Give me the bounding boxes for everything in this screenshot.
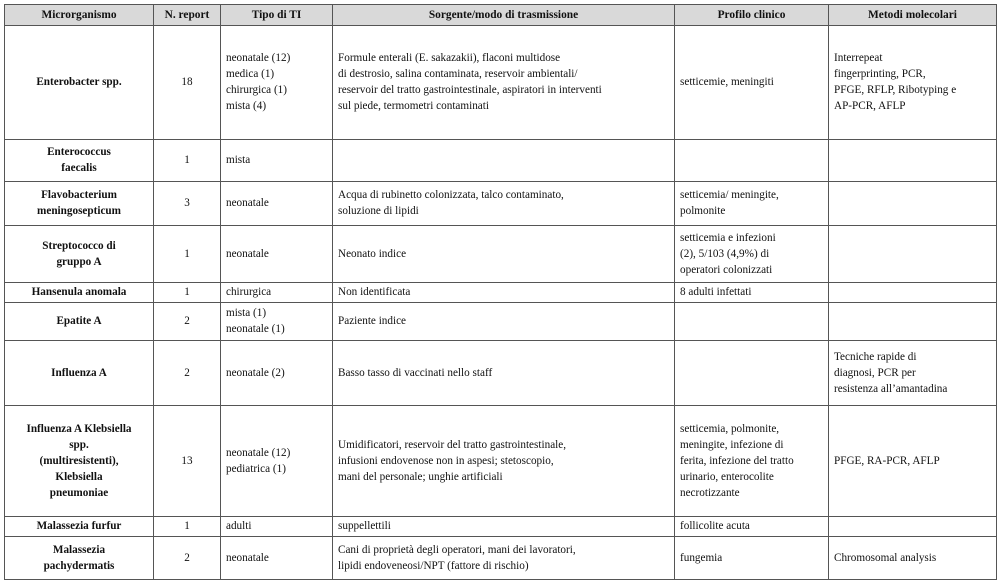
cell-sorgente xyxy=(333,282,675,302)
cell-microrganismo xyxy=(5,302,154,340)
cell-profilo-clinico-line: setticemia e infezioni xyxy=(680,232,776,245)
cell-tipo-ti xyxy=(221,516,333,536)
cell-sorgente-line: lipidi endoveneosi/NPT (fattore di rischio) xyxy=(338,559,529,572)
cell-tipo-ti-line: mista xyxy=(226,154,251,167)
cell-profilo-clinico xyxy=(675,340,829,405)
cell-n-report-value: 13 xyxy=(181,454,193,467)
header-tipo-ti: Tipo di TI xyxy=(221,5,333,26)
cell-sorgente xyxy=(333,139,675,181)
cell-tipo-ti-line: medica (1) xyxy=(226,68,275,81)
cell-profilo-clinico xyxy=(675,536,829,579)
cell-metodi-molecolari xyxy=(829,139,997,181)
cell-profilo-clinico xyxy=(675,139,829,181)
cell-metodi-molecolari-line: Tecniche rapide di xyxy=(834,351,917,363)
cell-profilo-clinico-line: setticemia/ meningite, xyxy=(680,189,779,202)
cell-microrganismo xyxy=(5,26,154,140)
cell-sorgente xyxy=(333,516,675,536)
cell-microrganismo xyxy=(5,516,154,536)
cell-sorgente-line: Acqua di rubinetto colonizzata, talco contaminato, xyxy=(338,189,564,202)
cell-tipo-ti-line: neonatale (12) xyxy=(226,52,291,65)
cell-profilo-clinico-line: (2), 5/103 (4,9%) di xyxy=(680,248,770,261)
cell-n-report xyxy=(154,226,221,283)
table-row xyxy=(5,139,997,181)
cell-sorgente-line: di destrosio, salina contaminata, reservoir ambientali/ xyxy=(338,68,578,81)
cell-microrganismo-line: Streptococco di xyxy=(42,240,116,253)
cell-sorgente xyxy=(333,302,675,340)
cell-metodi-molecolari xyxy=(829,226,997,283)
cell-sorgente-line: Umidificatori, reservoir del tratto gastrointestinale, xyxy=(338,438,567,451)
cell-tipo-ti-line: neonatale xyxy=(226,551,269,564)
cell-sorgente-line: infusioni endovenose non in aspesi; stetoscopio, xyxy=(338,454,554,467)
cell-sorgente-line: mani del personale; unghie artificiali xyxy=(338,470,503,483)
cell-metodi-molecolari-line: Interrepeat xyxy=(834,52,883,65)
cell-metodi-molecolari xyxy=(829,282,997,302)
cell-tipo-ti-line: chirurgica xyxy=(226,286,272,299)
cell-microrganismo-line: Klebsiella xyxy=(55,470,103,483)
cell-sorgente xyxy=(333,226,675,283)
cell-tipo-ti-line: neonatale (12) xyxy=(226,446,291,459)
cell-n-report xyxy=(154,516,221,536)
cell-sorgente-line: Paziente indice xyxy=(338,315,407,328)
cell-n-report-value: 1 xyxy=(184,286,190,299)
cell-sorgente-line: Basso tasso di vaccinati nello staff xyxy=(338,367,493,379)
cell-microrganismo-line: gruppo A xyxy=(56,256,102,269)
cell-microrganismo xyxy=(5,340,154,405)
cell-microrganismo-line: Hansenula anomala xyxy=(31,286,127,299)
cell-profilo-clinico-line: follicolite acuta xyxy=(680,520,750,533)
cell-profilo-clinico xyxy=(675,516,829,536)
cell-tipo-ti xyxy=(221,406,333,517)
cell-microrganismo-line: Flavobacterium xyxy=(41,189,117,202)
cell-n-report-value: 1 xyxy=(184,154,190,167)
cell-metodi-molecolari xyxy=(829,516,997,536)
cell-n-report-value: 3 xyxy=(184,197,190,210)
cell-microrganismo-line: Enterococcus xyxy=(47,146,111,159)
cell-sorgente-line: Neonato indice xyxy=(338,248,407,261)
cell-n-report-value: 18 xyxy=(181,76,193,89)
cell-metodi-molecolari xyxy=(829,406,997,517)
cell-tipo-ti-line: neonatale xyxy=(226,197,269,210)
table-row xyxy=(5,516,997,536)
cell-metodi-molecolari-line: resistenza all’amantadina xyxy=(834,383,948,395)
cell-tipo-ti-line: neonatale (1) xyxy=(226,323,285,336)
cell-microrganismo-line: meningosepticum xyxy=(37,205,121,218)
outbreak-table xyxy=(4,4,997,580)
table-row xyxy=(5,226,997,283)
cell-sorgente xyxy=(333,340,675,405)
cell-tipo-ti-line: mista (1) xyxy=(226,307,267,320)
cell-sorgente xyxy=(333,181,675,225)
cell-sorgente-line: Formule enterali (E. sakazakii), flaconi multidose xyxy=(338,52,561,65)
cell-n-report xyxy=(154,282,221,302)
header-n-report: N. report xyxy=(154,5,221,26)
cell-metodi-molecolari-line: PFGE, RA-PCR, AFLP xyxy=(834,454,940,467)
table-row xyxy=(5,26,997,140)
cell-tipo-ti xyxy=(221,302,333,340)
cell-profilo-clinico-line: necrotizzante xyxy=(680,486,740,499)
table-row xyxy=(5,282,997,302)
cell-sorgente-line: soluzione di lipidi xyxy=(338,205,419,218)
cell-profilo-clinico xyxy=(675,302,829,340)
cell-profilo-clinico-line: setticemie, meningiti xyxy=(680,76,774,89)
cell-microrganismo xyxy=(5,282,154,302)
cell-sorgente xyxy=(333,26,675,140)
cell-tipo-ti xyxy=(221,139,333,181)
cell-microrganismo xyxy=(5,139,154,181)
cell-tipo-ti xyxy=(221,26,333,140)
table-body xyxy=(5,26,997,580)
cell-profilo-clinico xyxy=(675,406,829,517)
table-row xyxy=(5,181,997,225)
cell-tipo-ti xyxy=(221,536,333,579)
table-row xyxy=(5,406,997,517)
cell-profilo-clinico-line: urinario, enterocolite xyxy=(680,470,774,483)
cell-profilo-clinico-line: polmonite xyxy=(680,205,726,218)
cell-metodi-molecolari-line: AP-PCR, AFLP xyxy=(834,100,906,113)
cell-microrganismo-line: (multiresistenti), xyxy=(39,454,119,467)
cell-profilo-clinico xyxy=(675,226,829,283)
cell-microrganismo-line: spp. xyxy=(69,438,89,451)
cell-metodi-molecolari-line: fingerprinting, PCR, xyxy=(834,68,926,81)
header-row xyxy=(5,5,997,26)
cell-profilo-clinico-line: fungemia xyxy=(680,551,723,564)
cell-microrganismo-line: Malassezia furfur xyxy=(36,520,122,533)
header-profilo-clinico: Profilo clinico xyxy=(675,5,829,26)
cell-sorgente-line: Cani di proprietà degli operatori, mani dei lavoratori, xyxy=(338,543,576,556)
cell-sorgente xyxy=(333,536,675,579)
cell-n-report xyxy=(154,139,221,181)
cell-tipo-ti xyxy=(221,340,333,405)
cell-tipo-ti-line: neonatale (2) xyxy=(226,367,285,379)
header-microrganismo: Microrganismo xyxy=(5,5,154,26)
cell-tipo-ti xyxy=(221,226,333,283)
cell-n-report xyxy=(154,340,221,405)
cell-microrganismo xyxy=(5,181,154,225)
cell-n-report xyxy=(154,181,221,225)
cell-profilo-clinico-line: meningite, infezione di xyxy=(680,438,784,451)
cell-tipo-ti-line: neonatale xyxy=(226,248,269,261)
cell-n-report-value: 2 xyxy=(184,315,190,328)
cell-metodi-molecolari xyxy=(829,536,997,579)
cell-metodi-molecolari xyxy=(829,340,997,405)
cell-sorgente-line: Non identificata xyxy=(338,286,411,299)
cell-tipo-ti-line: chirurgica (1) xyxy=(226,84,287,97)
cell-tipo-ti-line: pediatrica (1) xyxy=(226,462,286,475)
cell-microrganismo-line: pachydermatis xyxy=(43,559,115,572)
cell-n-report-value: 2 xyxy=(184,551,190,564)
cell-tipo-ti-line: adulti xyxy=(226,520,252,533)
cell-n-report-value: 1 xyxy=(184,248,190,261)
cell-sorgente-line: suppellettili xyxy=(338,520,391,533)
table-row xyxy=(5,302,997,340)
cell-tipo-ti-line: mista (4) xyxy=(226,100,267,113)
cell-microrganismo-line: Malassezia xyxy=(52,543,106,556)
cell-profilo-clinico xyxy=(675,26,829,140)
header-metodi-molecolari: Metodi molecolari xyxy=(829,5,997,26)
cell-metodi-molecolari-line: PFGE, RFLP, Ribotyping e xyxy=(834,84,957,97)
cell-profilo-clinico-line: setticemia, polmonite, xyxy=(680,422,780,435)
outbreak-table-container xyxy=(4,4,996,580)
cell-metodi-molecolari-line: Chromosomal analysis xyxy=(834,551,937,564)
cell-profilo-clinico-line: ferita, infezione del tratto xyxy=(680,454,794,467)
cell-n-report xyxy=(154,406,221,517)
cell-n-report-value: 2 xyxy=(184,367,190,379)
cell-microrganismo xyxy=(5,406,154,517)
cell-n-report-value: 1 xyxy=(184,520,190,533)
cell-microrganismo xyxy=(5,536,154,579)
cell-microrganismo-line: Enterobacter spp. xyxy=(36,76,122,89)
cell-n-report xyxy=(154,302,221,340)
table-row xyxy=(5,536,997,579)
cell-sorgente-line: sul piede, termometri contaminati xyxy=(338,100,489,113)
cell-tipo-ti xyxy=(221,282,333,302)
cell-metodi-molecolari-line: diagnosi, PCR per xyxy=(834,367,916,379)
cell-profilo-clinico-line: 8 adulti infettati xyxy=(680,286,752,299)
header-sorgente: Sorgente/modo di trasmissione xyxy=(333,5,675,26)
cell-profilo-clinico xyxy=(675,282,829,302)
cell-microrganismo-line: Epatite A xyxy=(56,315,102,328)
cell-microrganismo-line: pneumoniae xyxy=(49,486,109,499)
cell-microrganismo-line: faecalis xyxy=(61,162,97,175)
cell-sorgente-line: reservoir del tratto gastrointestinale, aspiratori in interventi xyxy=(338,84,602,97)
cell-microrganismo-line: Influenza A Klebsiella xyxy=(26,422,132,435)
table-row xyxy=(5,340,997,405)
cell-metodi-molecolari xyxy=(829,26,997,140)
cell-metodi-molecolari xyxy=(829,181,997,225)
cell-n-report xyxy=(154,536,221,579)
cell-microrganismo xyxy=(5,226,154,283)
cell-n-report xyxy=(154,26,221,140)
cell-sorgente xyxy=(333,406,675,517)
cell-profilo-clinico-line: operatori colonizzati xyxy=(680,264,773,277)
table-header xyxy=(5,5,997,26)
cell-profilo-clinico xyxy=(675,181,829,225)
cell-tipo-ti xyxy=(221,181,333,225)
cell-metodi-molecolari xyxy=(829,302,997,340)
cell-microrganismo-line: Influenza A xyxy=(51,367,107,379)
